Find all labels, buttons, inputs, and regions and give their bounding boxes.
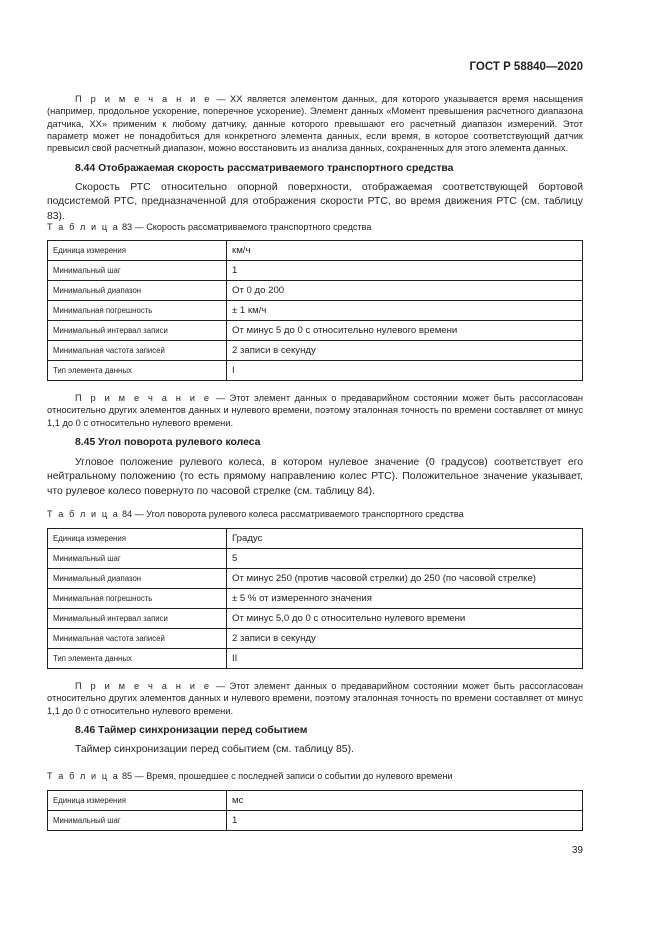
table-row <box>48 569 583 589</box>
note <box>47 680 583 717</box>
data-table <box>47 240 583 381</box>
table-cell-value: От минус 250 (против часовой стрелки) до 250 (по часовой стрелке) <box>227 569 583 589</box>
table-row <box>48 361 583 381</box>
table-cell-value: 2 записи в секунду <box>227 341 583 361</box>
table-cell-key: Тип элемента данных <box>48 361 227 381</box>
note-text: — Этот элемент данных о предаварийном состоянии может быть рассогласован относительно других элементов данных и нулевого времени, поэтому эталонная точность по времени составляет от минус 1,1 до 0 с относительно нулевого времени. <box>47 393 583 428</box>
table-cell-key: Минимальная погрешность <box>48 589 227 609</box>
table-cell-key: Единица измерения <box>48 791 227 811</box>
page-number: 39 <box>571 845 583 856</box>
table-label: Т а б л и ц а <box>47 509 120 519</box>
table-row <box>48 609 583 629</box>
table-cell-value: ± 1 км/ч <box>227 301 583 321</box>
table-row <box>48 811 583 831</box>
table-cell-key: Тип элемента данных <box>48 649 227 669</box>
table-cell-value: От 0 до 200 <box>227 281 583 301</box>
table-caption <box>47 771 583 781</box>
table-row <box>48 791 583 811</box>
table-row <box>48 341 583 361</box>
standard-designation: ГОСТ Р 58840—2020 <box>469 61 583 73</box>
table-cell-value: От минус 5 до 0 с относительно нулевого времени <box>227 321 583 341</box>
note-label: П р и м е ч а н и е <box>75 681 212 691</box>
table-cell-value: 1 <box>227 811 583 831</box>
note <box>47 93 583 154</box>
table-cell-value: 5 <box>227 549 583 569</box>
note-text: — Этот элемент данных о предаварийном состоянии может быть рассогласован относительно других элементов данных и нулевого времени, поэтому эталонная точность по времени составляет от минус 1,1 до 0 с относительно нулевого времени. <box>47 681 583 716</box>
table-cell-key: Минимальный шаг <box>48 549 227 569</box>
table-row <box>48 649 583 669</box>
table-cell-key: Минимальный шаг <box>48 261 227 281</box>
data-table <box>47 528 583 669</box>
table-caption <box>47 222 583 232</box>
section-text: Скорость РТС относительно опорной поверхности, отображаемая соответствующей бортовой подсистемой РТС, предназначенной для отображения скорости РТС, во время движения РТС (см. таблицу 83). <box>47 182 583 222</box>
table-label: Т а б л и ц а <box>47 222 120 232</box>
table-cell-key: Минимальная погрешность <box>48 301 227 321</box>
table-row <box>48 589 583 609</box>
table-row <box>48 549 583 569</box>
note-label: П р и м е ч а н и е <box>75 393 212 403</box>
note-text: — XX является элементом данных, для которого указывается время насыщения (например, продольное ускорение, поперечное ускорение). Элемент данных «Момент превышения расчетного диапазона датчика, XX» применим к любому датчику, данные которого превышают его расчетный диапазон измерений. Этот параметр может не понадобиться для конкретного элемента данных, если время, в которое соответствующий датчик превысил свой расчетный диапазон, можно восстановить из анализа данных, сохраненных для этого элемента данных. <box>47 94 583 154</box>
table-cell-value: км/ч <box>227 241 583 261</box>
section-text: Таймер синхронизации перед событием (см. таблицу 85). <box>75 744 354 755</box>
table-title: 84 — Угол поворота рулевого колеса рассматриваемого транспортного средства <box>121 509 464 519</box>
table-cell-key: Минимальный шаг <box>48 811 227 831</box>
table-cell-value: 2 записи в секунду <box>227 629 583 649</box>
table-cell-value: мс <box>227 791 583 811</box>
table-cell-value: От минус 5,0 до 0 с относительно нулевого времени <box>227 609 583 629</box>
table-cell-key: Единица измерения <box>48 241 227 261</box>
table-title: 83 — Скорость рассматриваемого транспортного средства <box>121 222 372 232</box>
table-cell-key: Минимальная частота записей <box>48 629 227 649</box>
table-cell-value: II <box>227 649 583 669</box>
section-text: Угловое положение рулевого колеса, в котором нулевое значение (0 градусов) соответствует его нейтральному положению (то есть прямому направлению колес РТС). Положительное значение указывает, что рулевое колесо повернуто по часовой стрелке (см. таблицу 84). <box>47 457 583 497</box>
section-heading: 8.44 Отображаемая скорость рассматриваемого транспортного средства <box>75 163 454 174</box>
table-row <box>48 529 583 549</box>
table-cell-key: Минимальный диапазон <box>48 281 227 301</box>
table-row <box>48 241 583 261</box>
table-label: Т а б л и ц а <box>47 771 120 781</box>
note <box>47 392 583 429</box>
note-label: П р и м е ч а н и е <box>75 94 212 104</box>
data-table <box>47 790 583 831</box>
table-row <box>48 629 583 649</box>
table-cell-value: Градус <box>227 529 583 549</box>
table-cell-key: Минимальная частота записей <box>48 341 227 361</box>
table-cell-value: 1 <box>227 261 583 281</box>
table-cell-key: Минимальный интервал записи <box>48 321 227 341</box>
table-row <box>48 321 583 341</box>
section-heading: 8.46 Таймер синхронизации перед событием <box>75 725 308 736</box>
table-cell-value: I <box>227 361 583 381</box>
table-caption <box>47 509 583 519</box>
table-cell-value: ± 5 % от измеренного значения <box>227 589 583 609</box>
table-cell-key: Минимальный диапазон <box>48 569 227 589</box>
table-row <box>48 261 583 281</box>
table-cell-key: Единица измерения <box>48 529 227 549</box>
table-row <box>48 301 583 321</box>
table-row <box>48 281 583 301</box>
table-cell-key: Минимальный интервал записи <box>48 609 227 629</box>
table-title: 85 — Время, прошедшее с последней записи о событии до нулевого времени <box>121 771 453 781</box>
section-heading: 8.45 Угол поворота рулевого колеса <box>75 437 261 448</box>
